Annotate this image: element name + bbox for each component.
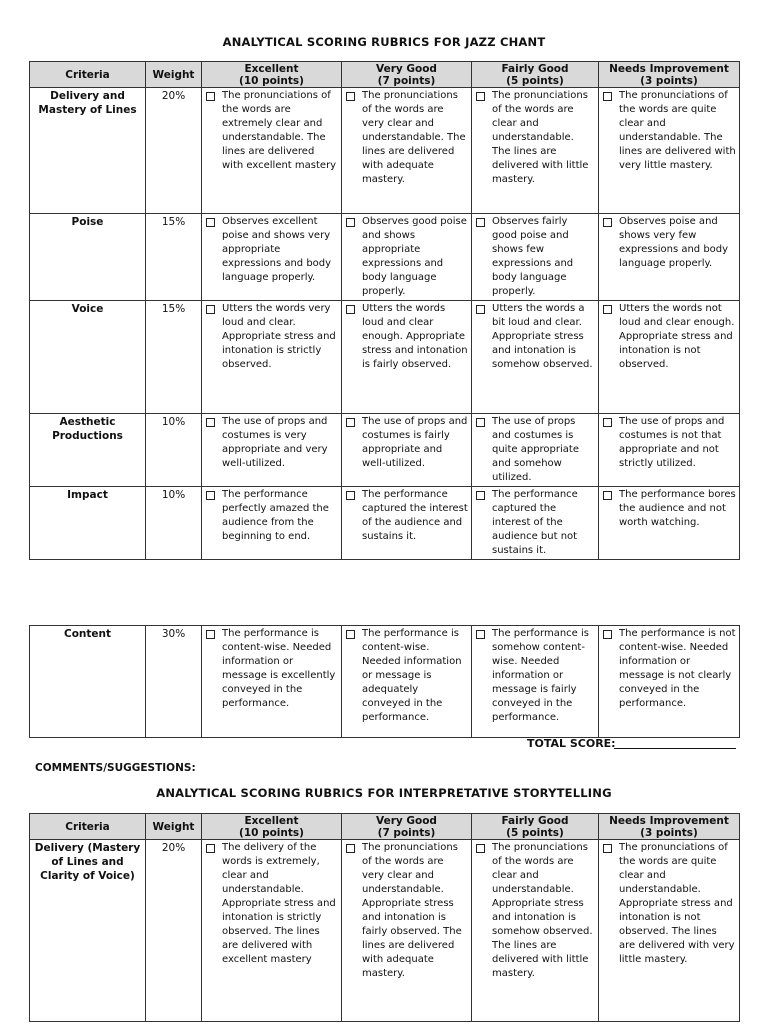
storytelling-title: ANALYTICAL SCORING RUBRICS FOR INTERPRETATIVE STORYTELLING — [156, 786, 612, 800]
criteria-cell: Voice — [30, 301, 146, 414]
checkbox[interactable] — [603, 491, 612, 500]
rubric-cell: The pronunciations of the words are quite clear and understandable. The lines are delivered with very little mastery. — [599, 88, 740, 214]
checkbox[interactable] — [206, 844, 215, 853]
checkbox[interactable] — [476, 218, 485, 227]
header-criteria: Criteria — [30, 62, 146, 88]
checkbox[interactable] — [476, 491, 485, 500]
header-very-good: Very Good (7 points) — [342, 814, 472, 840]
weight-cell: 15% — [146, 214, 202, 301]
weight-cell: 20% — [146, 840, 202, 1022]
rubric-cell: Utters the words not loud and clear enough. Appropriate stress and intonation is not observed. — [599, 301, 740, 414]
checkbox[interactable] — [603, 844, 612, 853]
rubric-cell: The pronunciations of the words are clear and understandable. The lines are delivered with little mastery. — [472, 88, 599, 214]
checkbox[interactable] — [346, 305, 355, 314]
checkbox[interactable] — [346, 491, 355, 500]
weight-cell: 10% — [146, 414, 202, 487]
checkbox[interactable] — [206, 218, 215, 227]
checkbox[interactable] — [603, 92, 612, 101]
checkbox[interactable] — [346, 92, 355, 101]
header-weight: Weight — [146, 62, 202, 88]
criteria-cell: Impact — [30, 487, 146, 560]
rubric-cell: Observes good poise and shows appropriate expressions and body language properly. — [342, 214, 472, 301]
checkbox[interactable] — [603, 218, 612, 227]
rubric-cell: The performance is content-wise. Needed information or message is excellently conveyed in the performance. — [202, 626, 342, 738]
rubric-cell: The performance captured the interest of the audience but not sustains it. — [472, 487, 599, 560]
checkbox[interactable] — [346, 844, 355, 853]
rubric-cell: Utters the words a bit loud and clear. Appropriate stress and intonation is somehow observed. — [472, 301, 599, 414]
checkbox[interactable] — [206, 305, 215, 314]
criteria-cell: Content — [30, 626, 146, 738]
jazz-chant-title: ANALYTICAL SCORING RUBRICS FOR JAZZ CHANT — [222, 35, 546, 49]
criteria-cell: Aesthetic Productions — [30, 414, 146, 487]
header-row — [30, 62, 740, 88]
rubric-cell: The pronunciations of the words are extremely clear and understandable. The lines are delivered with excellent mastery — [202, 88, 342, 214]
rubric-cell: The use of props and costumes is not that appropriate and not strictly utilized. — [599, 414, 740, 487]
header-fairly-good: Fairly Good (5 points) — [472, 62, 599, 88]
checkbox[interactable] — [346, 630, 355, 639]
rubric-cell: Observes excellent poise and shows very appropriate expressions and body language properly. — [202, 214, 342, 301]
rubric-cell: The pronunciations of the words are very clear and understandable. The lines are delivered with adequate mastery. — [342, 88, 472, 214]
checkbox[interactable] — [603, 630, 612, 639]
rubric-cell: The pronunciations of the words are clear and understandable. Appropriate stress and intonation is somehow observed. The lines are delivered with little mastery. — [472, 840, 599, 1022]
checkbox[interactable] — [206, 92, 215, 101]
checkbox[interactable] — [206, 491, 215, 500]
header-excellent: Excellent (10 points) — [202, 814, 342, 840]
rubric-cell: The use of props and costumes is fairly appropriate and well-utilized. — [342, 414, 472, 487]
checkbox[interactable] — [476, 92, 485, 101]
rubric-cell: The pronunciations of the words are very clear and understandable. Appropriate stress and intonation is fairly observed. The lines are delivered with adequate mastery. — [342, 840, 472, 1022]
jazz-chant-content-table — [29, 625, 740, 738]
weight-cell: 10% — [146, 487, 202, 560]
rubric-cell: The use of props and costumes is quite appropriate and somehow utilized. — [472, 414, 599, 487]
criteria-cell: Delivery and Mastery of Lines — [30, 88, 146, 214]
rubric-cell: The performance captured the interest of the audience and sustains it. — [342, 487, 472, 560]
weight-cell: 15% — [146, 301, 202, 414]
checkbox[interactable] — [476, 305, 485, 314]
rubric-cell: Utters the words very loud and clear. Appropriate stress and intonation is strictly observed. — [202, 301, 342, 414]
checkbox[interactable] — [603, 305, 612, 314]
storytelling-rubric-table — [29, 813, 740, 1022]
header-weight: Weight — [146, 814, 202, 840]
rubric-cell: Observes fairly good poise and shows few expressions and body language properly. — [472, 214, 599, 301]
table-row — [30, 487, 740, 560]
weight-cell: 30% — [146, 626, 202, 738]
total-score-label: TOTAL SCORE: — [527, 737, 616, 750]
header-excellent: Excellent (10 points) — [202, 62, 342, 88]
checkbox[interactable] — [206, 630, 215, 639]
table-row — [30, 88, 740, 214]
checkbox[interactable] — [346, 418, 355, 427]
checkbox[interactable] — [346, 218, 355, 227]
rubric-cell: The performance is somehow content-wise. Needed information or message is fairly conveyed in the performance. — [472, 626, 599, 738]
rubric-cell: The performance is content-wise. Needed information or message is adequately conveyed in the performance. — [342, 626, 472, 738]
checkbox[interactable] — [476, 418, 485, 427]
comments-label: COMMENTS/SUGGESTIONS: — [35, 762, 196, 774]
header-fairly-good: Fairly Good (5 points) — [472, 814, 599, 840]
rubric-cell: The performance perfectly amazed the audience from the beginning to end. — [202, 487, 342, 560]
checkbox[interactable] — [476, 844, 485, 853]
criteria-cell: Delivery (Mastery of Lines and Clarity of Voice) — [30, 840, 146, 1022]
header-needs-improvement: Needs Improvement (3 points) — [599, 814, 740, 840]
rubric-cell: The performance is not content-wise. Needed information or message is not clearly conveyed in the performance. — [599, 626, 740, 738]
rubric-cell: The performance bores the audience and not worth watching. — [599, 487, 740, 560]
checkbox[interactable] — [476, 630, 485, 639]
table-row — [30, 214, 740, 301]
header-criteria: Criteria — [30, 814, 146, 840]
jazz-chant-rubric-table — [29, 61, 740, 560]
checkbox[interactable] — [603, 418, 612, 427]
header-row — [30, 814, 740, 840]
table-row — [30, 301, 740, 414]
checkbox[interactable] — [206, 418, 215, 427]
total-score-blank[interactable] — [614, 748, 736, 749]
header-very-good: Very Good (7 points) — [342, 62, 472, 88]
table-row — [30, 840, 740, 1022]
criteria-cell: Poise — [30, 214, 146, 301]
rubric-cell: The pronunciations of the words are quite clear and understandable. Appropriate stress and intonation is not observed. The lines are delivered with very little mastery. — [599, 840, 740, 1022]
rubric-cell: Utters the words loud and clear enough. Appropriate stress and intonation is fairly observed. — [342, 301, 472, 414]
rubric-cell: Observes poise and shows very few expressions and body language properly. — [599, 214, 740, 301]
rubric-cell: The use of props and costumes is very appropriate and very well-utilized. — [202, 414, 342, 487]
table-row — [30, 414, 740, 487]
weight-cell: 20% — [146, 88, 202, 214]
table-row — [30, 626, 740, 738]
rubric-cell: The delivery of the words is extremely, clear and understandable. Appropriate stress and intonation is strictly observed. The lines are delivered with excellent mastery — [202, 840, 342, 1022]
header-needs-improvement: Needs Improvement (3 points) — [599, 62, 740, 88]
